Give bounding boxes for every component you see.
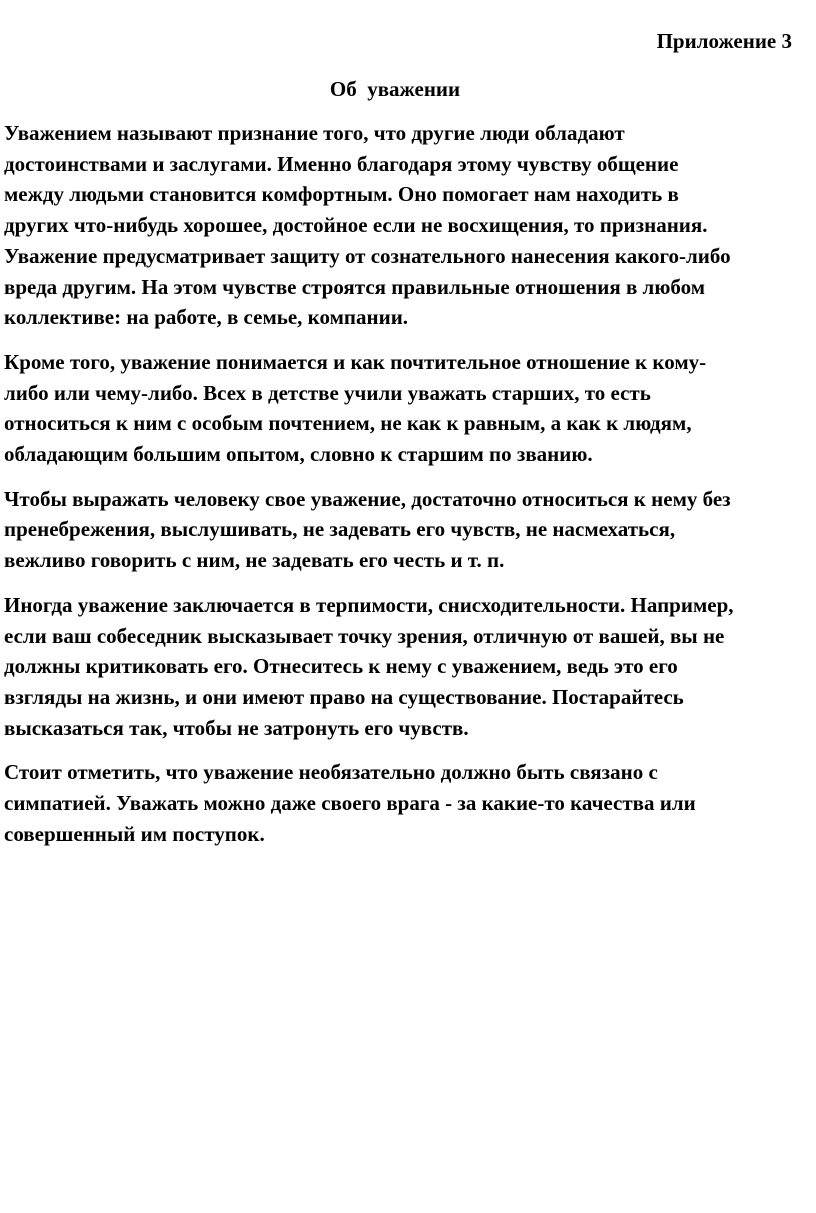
- paragraph-5: [4, 757, 794, 849]
- document-title: Об уважении: [329, 77, 461, 101]
- paragraph-4: [4, 590, 794, 744]
- text-line: вреда другим. На этом чувстве строятся правильные отношения в любом: [4, 274, 705, 299]
- text-line: Стоит отметить, что уважение необязательно должно быть связано с: [4, 760, 658, 785]
- text-line: совершенный им поступок.: [4, 821, 265, 846]
- text-line: Чтобы выражать человеку свое уважение, достаточно относиться к нему без: [4, 486, 731, 511]
- appendix-label: Приложение 3: [656, 29, 792, 53]
- text-line: высказаться так, чтобы не затронуть его чувств.: [4, 715, 469, 740]
- text-line: Уважение предусматривает защиту от сознательного нанесения какого-либо: [4, 243, 731, 268]
- text-line: должны критиковать его. Отнеситесь к нему с уважением, ведь это его: [4, 654, 678, 679]
- text-line: обладающим большим опытом, словно к старшим по званию.: [4, 442, 593, 467]
- text-line: между людьми становится комфортным. Оно помогает нам находить в: [4, 182, 679, 207]
- text-line: либо или чему-либо. Всех в детстве учили уважать старших, то есть: [4, 380, 651, 405]
- paragraph-2: [4, 347, 794, 470]
- paragraph-3: [4, 484, 794, 576]
- text-line: других что-нибудь хорошее, достойное если не восхищения, то признания.: [4, 213, 708, 238]
- text-line: симпатией. Уважать можно даже своего врага - за какие-то качества или: [4, 791, 696, 816]
- text-line: вежливо говорить с ним, не задевать его честь и т. п.: [4, 548, 505, 573]
- text-line: если ваш собеседник высказывает точку зрения, отличную от вашей, вы не: [4, 623, 725, 648]
- text-line: коллективе: на работе, в семье, компании.: [4, 305, 409, 330]
- paragraph-1: [4, 118, 794, 333]
- text-line: Иногда уважение заключается в терпимости, снисходительности. Например,: [4, 592, 734, 617]
- document-body: [4, 118, 794, 863]
- text-line: относиться к ним с особым почтением, не как к равным, а как к людям,: [4, 411, 692, 436]
- text-line: взгляды на жизнь, и они имеют право на существование. Постарайтесь: [4, 684, 684, 709]
- text-line: достоинствами и заслугами. Именно благодаря этому чувству общение: [4, 151, 679, 176]
- text-line: пренебрежения, выслушивать, не задевать его чувств, не насмехаться,: [4, 517, 676, 542]
- text-line: Уважением называют признание того, что другие люди обладают: [4, 121, 625, 145]
- text-line: Кроме того, уважение понимается и как почтительное отношение к кому-: [4, 349, 707, 374]
